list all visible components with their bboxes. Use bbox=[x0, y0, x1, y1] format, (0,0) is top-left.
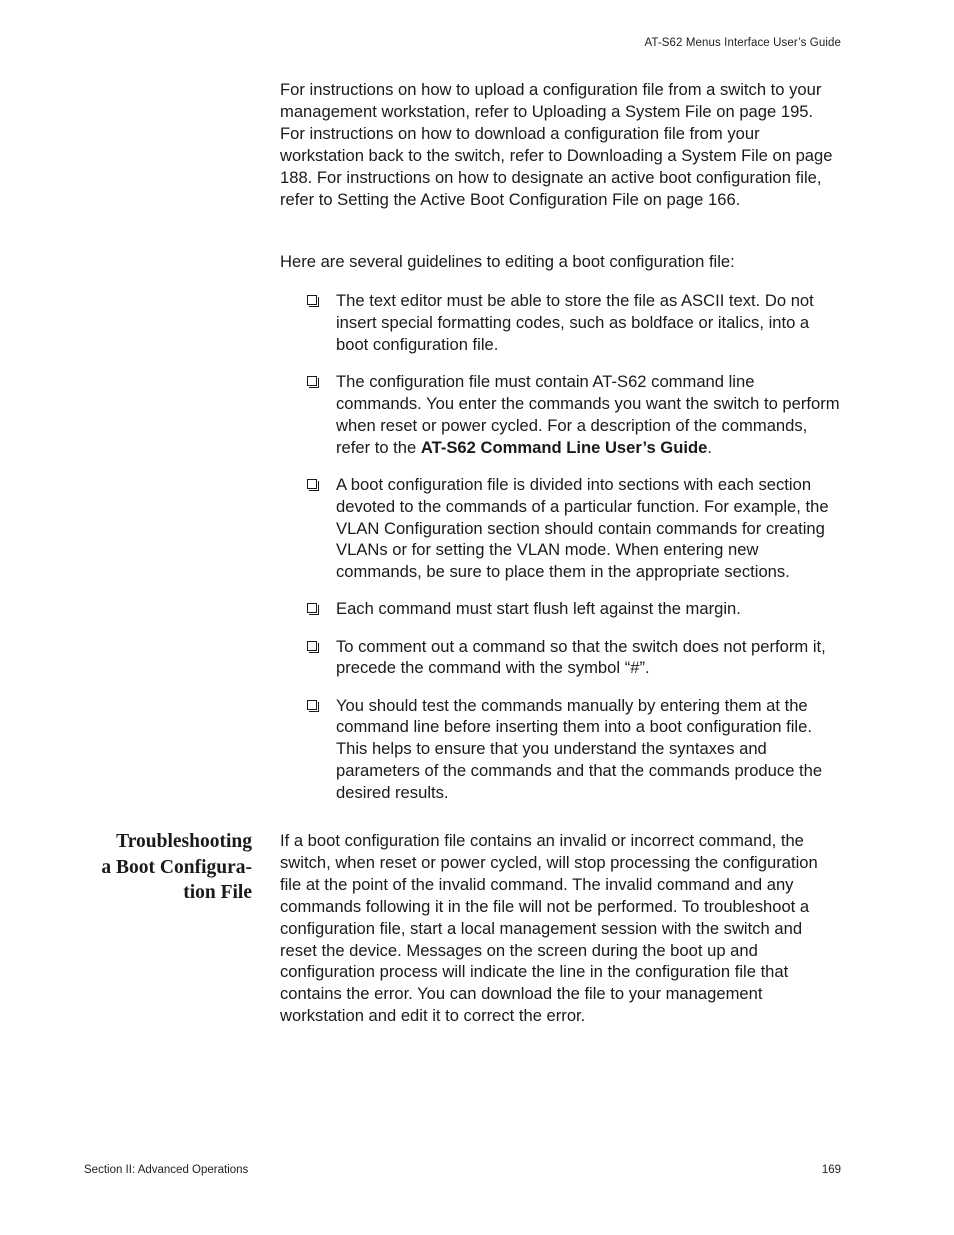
running-header: AT-S62 Menus Interface User’s Guide bbox=[644, 37, 841, 49]
section-heading-line: a Boot Configura- bbox=[101, 856, 252, 878]
list-item bbox=[307, 290, 842, 356]
intro-text: For instructions on how to upload a configuration file from a switch to your management workstation, refer to Uploading a System File on page 195. For instructions on how to download a configuration file from your workstation back to the switch, refer to Downloading a System File on page 188. For instructions on how to designate an active boot configuration file, refer to Setting the Active Boot Configuration File on page 166. bbox=[280, 80, 833, 209]
page-number: 169 bbox=[821, 1164, 841, 1176]
list-item-text-end: . bbox=[707, 437, 712, 457]
intro-paragraph bbox=[280, 79, 842, 210]
troubleshooting-paragraph bbox=[280, 830, 842, 1027]
list-item-text: The text editor must be able to store the file as ASCII text. Do not insert special formatting codes, such as boldface or italics, into a boot configuration file. bbox=[336, 291, 814, 354]
list-item bbox=[307, 371, 842, 459]
guidelines-intro bbox=[280, 251, 842, 273]
list-item-text: A boot configuration file is divided into sections with each section devoted to the commands of a particular function. For example, the VLAN Configuration section should contain commands for creating VLANs or for setting the VLAN mode. When entering new commands, be sure to place them in the appropriate sections. bbox=[336, 474, 829, 582]
guide-reference: AT-S62 Command Line User’s Guide bbox=[420, 437, 708, 457]
checkbox-bullet-icon bbox=[307, 641, 317, 651]
checkbox-bullet-icon bbox=[307, 700, 317, 710]
section-heading-line: tion File bbox=[183, 882, 252, 904]
guidelines-list bbox=[307, 290, 842, 819]
section-heading-line: Troubleshooting bbox=[116, 831, 252, 852]
checkbox-bullet-icon bbox=[307, 479, 317, 489]
list-item-text: The configuration file must contain AT-S62 command line commands. You enter the commands you want the switch to perform when reset or power cycled. For a description of the commands, refer to the bbox=[336, 371, 840, 457]
list-item-text: You should test the commands manually by entering them at the command line before inserting them into a boot configuration file. This helps to ensure that you understand the syntaxes and parameters of the commands and that the commands produce the desired results. bbox=[336, 695, 823, 803]
section-heading bbox=[72, 829, 252, 906]
list-item bbox=[307, 695, 842, 805]
list-item bbox=[307, 474, 842, 584]
footer-section-label: Section II: Advanced Operations bbox=[84, 1164, 249, 1176]
list-item-text: To comment out a command so that the switch does not perform it, precede the command with the symbol “#”. bbox=[336, 636, 826, 678]
checkbox-bullet-icon bbox=[307, 295, 317, 305]
checkbox-bullet-icon bbox=[307, 376, 317, 386]
troubleshooting-text: If a boot configuration file contains an invalid or incorrect command, the switch, when reset or power cycled, will stop processing the configuration file at the point of the invalid command. The invalid command and any commands following it in the file will not be performed. To troubleshoot a configuration file, start a local management session with the switch and reset the device. Messages on the screen during the boot up and configuration process will indicate the line in the configuration file that contains the error. You can download the file to your management workstation and edit it to correct the error. bbox=[280, 831, 818, 1026]
list-item bbox=[307, 636, 842, 680]
list-item bbox=[307, 598, 842, 620]
checkbox-bullet-icon bbox=[307, 603, 317, 613]
list-item-text: Each command must start flush left against the margin. bbox=[336, 599, 741, 619]
guidelines-intro-text: Here are several guidelines to editing a boot configuration file: bbox=[280, 252, 735, 271]
